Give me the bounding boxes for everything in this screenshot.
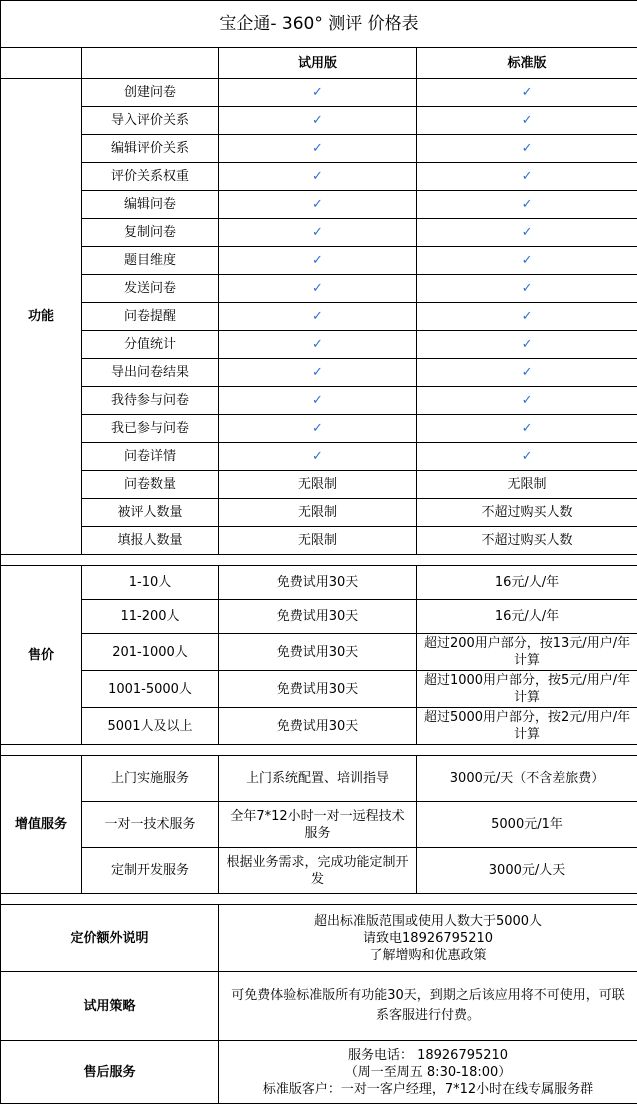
feature-row — [1, 219, 637, 247]
section-divider — [1, 894, 637, 905]
check-icon: ✓ — [417, 191, 637, 219]
pricing-row — [1, 566, 637, 600]
feature-name: 导出问卷结果 — [82, 359, 219, 387]
trial-policy-label: 试用策略 — [1, 972, 219, 1041]
extra-pricing-line: 超出标准版范围或使用人数大于5000人 — [313, 913, 543, 929]
feature-name: 我已参与问卷 — [82, 415, 219, 443]
check-icon: ✓ — [417, 359, 637, 387]
feature-name: 被评人数量 — [82, 499, 219, 527]
header-empty — [1, 48, 82, 79]
trial-price: 免费试用30天 — [219, 671, 417, 708]
feature-trial-value: 无限制 — [219, 471, 417, 499]
service-row — [1, 756, 637, 802]
feature-row — [1, 331, 637, 359]
service-row — [1, 848, 637, 894]
check-icon: ✓ — [417, 163, 637, 191]
feature-standard-value: 无限制 — [417, 471, 637, 499]
check-icon: ✓ — [417, 415, 637, 443]
check-icon: ✓ — [219, 79, 417, 107]
extra-pricing-text — [219, 905, 637, 972]
check-icon: ✓ — [417, 387, 637, 415]
feature-row — [1, 527, 637, 555]
check-icon: ✓ — [417, 247, 637, 275]
check-icon: ✓ — [219, 359, 417, 387]
extra-pricing-line: 请致电18926795210 — [363, 930, 494, 946]
user-range: 1-10人 — [82, 566, 219, 600]
check-icon: ✓ — [219, 443, 417, 471]
check-icon: ✓ — [219, 219, 417, 247]
feature-name: 发送问卷 — [82, 275, 219, 303]
standard-price: 超过1000用户部分，按5元/用户/年计算 — [417, 671, 637, 708]
feature-row — [1, 499, 637, 527]
check-icon: ✓ — [219, 303, 417, 331]
feature-name: 复制问卷 — [82, 219, 219, 247]
service-row — [1, 802, 637, 848]
check-icon: ✓ — [219, 387, 417, 415]
feature-name: 分值统计 — [82, 331, 219, 359]
feature-row — [1, 275, 637, 303]
feature-row — [1, 415, 637, 443]
section-divider — [1, 555, 637, 566]
extra-pricing-line: 了解增购和优惠政策 — [369, 947, 487, 963]
feature-row — [1, 191, 637, 219]
check-icon: ✓ — [219, 191, 417, 219]
feature-row — [1, 247, 637, 275]
pricing-row — [1, 671, 637, 708]
header-empty — [82, 48, 219, 79]
service-desc: 全年7*12小时一对一远程技术服务 — [219, 802, 417, 848]
feature-name: 导入评价关系 — [82, 107, 219, 135]
service-price: 5000元/1年 — [417, 802, 637, 848]
check-icon: ✓ — [219, 247, 417, 275]
feature-standard-value: 不超过购买人数 — [417, 499, 637, 527]
feature-row — [1, 107, 637, 135]
pricing-row — [1, 634, 637, 671]
feature-row — [1, 359, 637, 387]
check-icon: ✓ — [417, 135, 637, 163]
feature-name: 创建问卷 — [82, 79, 219, 107]
standard-price: 16元/人/年 — [417, 600, 637, 634]
extra-pricing-label: 定价额外说明 — [1, 905, 219, 972]
standard-price: 超过5000用户部分，按2元/用户/年计算 — [417, 708, 637, 745]
feature-row — [1, 303, 637, 331]
after-sales-line: 服务电话： 18926795210 — [347, 1047, 509, 1063]
feature-name: 填报人数量 — [82, 527, 219, 555]
pricing-row — [1, 708, 637, 745]
check-icon: ✓ — [219, 415, 417, 443]
feature-name: 编辑问卷 — [82, 191, 219, 219]
service-price: 3000元/天（不含差旅费） — [417, 756, 637, 802]
section-label-value-added: 增值服务 — [1, 756, 82, 894]
feature-standard-value: 不超过购买人数 — [417, 527, 637, 555]
service-name: 一对一技术服务 — [82, 802, 219, 848]
after-sales-line: 标准版客户：一对一客户经理，7*12小时在线专属服务群 — [262, 1081, 594, 1097]
section-divider — [1, 745, 637, 756]
after-sales-label: 售后服务 — [1, 1041, 219, 1104]
trial-price: 免费试用30天 — [219, 708, 417, 745]
page-title: 宝企通- 360° 测评 价格表 — [1, 1, 637, 48]
trial-policy-text: 可免费体验标准版所有功能30天，到期之后该应用将不可使用，可联系客服进行付费。 — [219, 972, 637, 1041]
section-label-pricing: 售价 — [1, 566, 82, 745]
check-icon: ✓ — [417, 275, 637, 303]
feature-name: 评价关系权重 — [82, 163, 219, 191]
check-icon: ✓ — [219, 331, 417, 359]
check-icon: ✓ — [417, 443, 637, 471]
feature-row — [1, 163, 637, 191]
feature-name: 问卷详情 — [82, 443, 219, 471]
feature-name: 题目维度 — [82, 247, 219, 275]
service-desc: 上门系统配置、培训指导 — [219, 756, 417, 802]
feature-row — [1, 387, 637, 415]
feature-name: 我待参与问卷 — [82, 387, 219, 415]
trial-price: 免费试用30天 — [219, 600, 417, 634]
standard-price: 16元/人/年 — [417, 566, 637, 600]
check-icon: ✓ — [219, 107, 417, 135]
trial-price: 免费试用30天 — [219, 634, 417, 671]
feature-name: 问卷数量 — [82, 471, 219, 499]
check-icon: ✓ — [417, 107, 637, 135]
service-name: 上门实施服务 — [82, 756, 219, 802]
after-sales-text — [219, 1041, 637, 1104]
check-icon: ✓ — [219, 135, 417, 163]
check-icon: ✓ — [219, 275, 417, 303]
check-icon: ✓ — [417, 219, 637, 247]
feature-name: 编辑评价关系 — [82, 135, 219, 163]
service-desc: 根据业务需求，完成功能定制开发 — [219, 848, 417, 894]
check-icon: ✓ — [417, 303, 637, 331]
feature-row — [1, 443, 637, 471]
feature-name: 问卷提醒 — [82, 303, 219, 331]
standard-price: 超过200用户部分，按13元/用户/年计算 — [417, 634, 637, 671]
service-name: 定制开发服务 — [82, 848, 219, 894]
service-price: 3000元/人天 — [417, 848, 637, 894]
feature-row — [1, 79, 637, 107]
check-icon: ✓ — [417, 79, 637, 107]
pricing-row — [1, 600, 637, 634]
check-icon: ✓ — [219, 163, 417, 191]
feature-row — [1, 471, 637, 499]
user-range: 201-1000人 — [82, 634, 219, 671]
section-label-features: 功能 — [1, 79, 82, 555]
feature-trial-value: 无限制 — [219, 527, 417, 555]
header-trial: 试用版 — [219, 48, 417, 79]
user-range: 11-200人 — [82, 600, 219, 634]
check-icon: ✓ — [417, 331, 637, 359]
header-standard: 标准版 — [417, 48, 637, 79]
user-range: 5001人及以上 — [82, 708, 219, 745]
trial-price: 免费试用30天 — [219, 566, 417, 600]
feature-row — [1, 135, 637, 163]
user-range: 1001-5000人 — [82, 671, 219, 708]
after-sales-line: （周一至周五 8:30-18:00） — [344, 1064, 512, 1080]
feature-trial-value: 无限制 — [219, 499, 417, 527]
